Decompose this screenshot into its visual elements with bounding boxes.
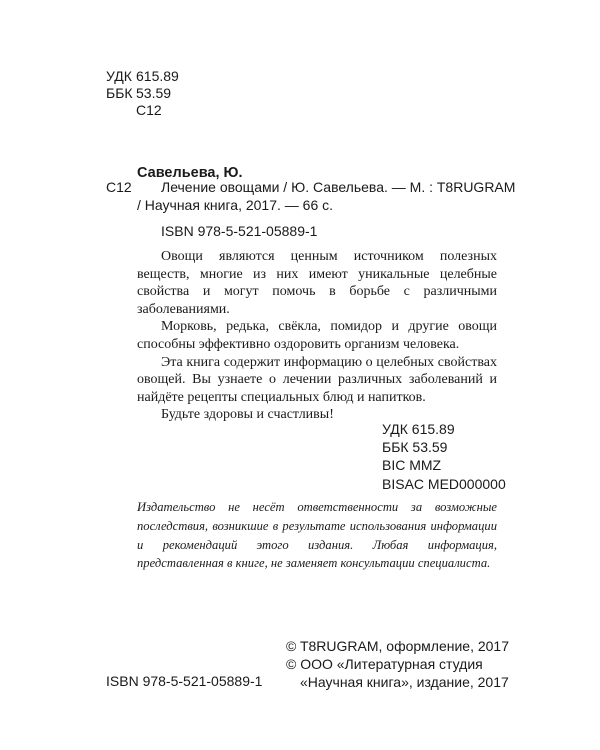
cutter-code: С12 (136, 102, 162, 118)
bisac-code: BISAC MED000000 (382, 475, 506, 492)
copyright-block (286, 637, 509, 691)
author-heading: Савельева, Ю. (137, 165, 243, 181)
title-line-1: Лечение овощами / Ю. Савельева. — М. : T8RUGRAM (161, 179, 516, 195)
bbk-row (106, 85, 179, 102)
annotation (137, 248, 497, 424)
bibliographic-description (137, 178, 516, 214)
annotation-paragraph: Овощи являются ценным источником полезных веществ, многие из них имеют уникальные целебные свойства и могут помочь в борьбе с различными заболеваниями. (137, 249, 497, 317)
record-cutter-code: С12 (106, 179, 132, 195)
top-index-block (106, 68, 179, 119)
bbk-label: ББК (106, 85, 133, 101)
annotation-paragraph: Морковь, редька, свёкла, помидор и другие овощи способны эффективно оздоровить организм человека. (137, 319, 497, 352)
annotation-paragraph: Эта книга содержит информацию о целебных свойствах овощей. Вы узнаете о лечении различных заболеваний и найдёте рецепты специальных блюд и напитков. (137, 354, 497, 405)
annotation-paragraph: Будьте здоровы и счастливы! (161, 407, 334, 423)
bbk-code: ББК 53.59 (382, 439, 448, 456)
udk-label: УДК (106, 68, 132, 84)
classification-block (382, 420, 506, 493)
copyright-line-1: © T8RUGRAM, оформление, 2017 (286, 638, 510, 654)
copyright-line-3: «Научная книга», издание, 2017 (300, 674, 509, 690)
copyright-line-2: © ООО «Литературная студия (286, 656, 483, 672)
cutter-row (106, 102, 179, 119)
bottom-isbn: ISBN 978-5-521-05889-1 (106, 673, 263, 689)
udk-code: УДК 615.89 (382, 421, 455, 437)
record-isbn: ISBN 978-5-521-05889-1 (161, 223, 318, 239)
title-line-2: / Научная книга, 2017. — 66 с. (137, 197, 334, 213)
bic-code: BIC MMZ (382, 457, 442, 474)
udk-row (106, 68, 179, 85)
bbk-value: 53.59 (136, 85, 172, 101)
liability-disclaimer: Издательство не несёт ответственности за возможные последствия, возникшие в результате использования информации и рекомендаций этого издания. Любая информация, представленная в книге, не заменяет консультации специалиста. (137, 500, 497, 571)
udk-value: 615.89 (136, 68, 179, 84)
